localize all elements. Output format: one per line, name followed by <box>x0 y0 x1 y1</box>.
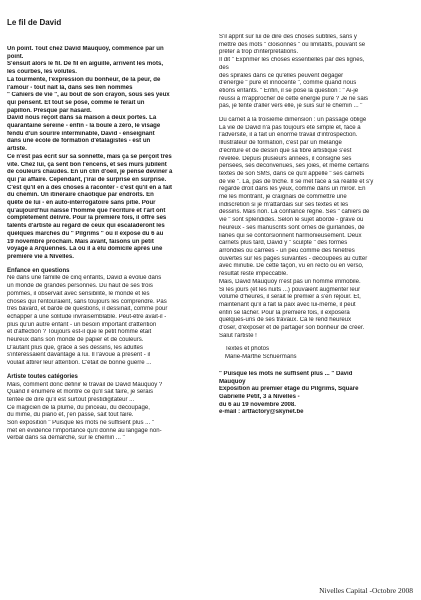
text-line: du mime, du piano et, j'en passe, sait tout faire. <box>7 412 134 419</box>
text-line: point. <box>7 53 24 60</box>
article-title: Le fil de David <box>7 18 62 27</box>
text-line: dans une école de formation d'étalagistes - est un <box>7 138 151 145</box>
text-line: dessins. Mais non. La confiance règne. Ses " cahiers de <box>219 209 370 216</box>
text-line: l'adversité, il a fait un énorme travail d'introspection. <box>219 132 358 139</box>
text-line: carnets plus tard, David y " sculpte " des formes <box>219 240 348 247</box>
text-line: plus qu'un autre enfant - un besoin important d'attention <box>7 321 157 328</box>
text-line: mettre des mots " cloisonnés " ou limitatifs, pouvant se <box>219 41 366 48</box>
text-line: maintenant qu'il a fait la paix avec lui-même, il peut <box>219 301 356 308</box>
text-line: Exposition au premier étage du Pilgrims, Square <box>219 386 359 393</box>
text-line: avec minutie. De cette façon, vu en recto ou en verso, <box>219 263 364 270</box>
text-line: Mais, comment donc définir le travail de David Mauquoy ? <box>7 381 163 388</box>
text-line: fendu d'un sourire interminable, David - enseignant <box>7 130 155 137</box>
credits-author: Marie-Marthe Schuermans <box>225 354 297 361</box>
text-line: quelques marches du " Pilgrims " où il expose du 6 au <box>7 230 164 237</box>
text-line: des <box>219 64 229 71</box>
text-line: Salut l'artiste ! <box>219 332 257 339</box>
text-line: vite. Chez lui, ça sent bon l'encens, et ses murs jubilent <box>7 161 167 168</box>
text-line: Ce n'est pas écrit sur sa sonnette, mais ça se perçoit très <box>7 153 172 160</box>
text-line: Mais, David Mauquoy n'est pas un homme immobile. <box>219 278 361 285</box>
text-line: première vie à Nivelles. <box>7 253 74 260</box>
text-line: révélée. Depuis plusieurs années, il consigne ses <box>219 155 352 162</box>
text-line: des spirales dans ce qu'elles peuvent dégager <box>219 72 344 79</box>
text-line: D'autant plus que, grâce à ses dessins, les adultes <box>7 344 143 351</box>
page-footer: Nivelles Capital -Octobre 2008 <box>319 586 413 595</box>
text-line: complètement délivré. Pour la première fois, il offre ses <box>7 215 167 222</box>
text-line: textes de son SMS, dans ce qu'il appelle " ses carnets <box>219 170 365 177</box>
section-heading-artiste: Artiste toutes catégories <box>7 373 78 380</box>
text-line: échapper à une solitude invraisemblable. Peut-être avait-il - <box>7 313 167 320</box>
credits <box>225 346 417 361</box>
text-line: " Cahiers de vie ", au bout de son crayon, sous ses yeux <box>7 92 170 99</box>
section-heading-enfance: Enfance en questions <box>7 267 70 274</box>
text-line: quelques-uns de ses travaux. Ca le rend heureux <box>219 317 352 324</box>
text-line: met en évidence l'importance qu'il donne au langage non- <box>7 427 162 434</box>
text-line: Du carnet à la troisième dimension : un passage obligé <box>219 117 367 124</box>
text-line: heureux - ses manuscrits sont ornés de guirlandes, de <box>219 224 365 231</box>
right-column <box>219 34 417 423</box>
text-line: heureux dans son monde de papier et de couleurs. <box>7 337 144 344</box>
text-line: du 6 au 19 novembre 2008. <box>219 401 296 408</box>
text-line: du chemin. Un itinéraire chaotique par endroits. En <box>7 192 154 199</box>
text-line: pas, je tente d'aller vers elle, je suis sur le chemin ... " <box>219 103 363 110</box>
carnet-paragraph <box>219 117 417 340</box>
artiste-paragraph <box>7 382 207 444</box>
text-line: Quand il énumère et montre ce qu'il sait faire, je serais <box>7 389 154 396</box>
text-line: réussi à m'approcher de cette énergie pure ? Je ne sais <box>219 95 369 102</box>
text-line: étions enfants. " Enfin, il se pose la question : " Ai-je <box>219 87 359 94</box>
text-line: quête de lui - en auto-interrogatoire sans pitié. Pour <box>7 200 156 207</box>
intro-paragraph <box>7 46 207 262</box>
text-line: La tourmente, l'expression du bonheur, de la peur, de <box>7 76 161 83</box>
contact-email: e-mail : artfactory@skynet.be <box>219 409 304 416</box>
left-column <box>7 46 207 443</box>
text-line: qui pensent. Et tout se pose, comme le ferait un <box>7 99 145 106</box>
text-line: de couleurs chaudes. En un clin d'oeil, je pense deviner à <box>7 169 173 176</box>
text-line: Il dit " Exprimer les choses essentielles par des lignes, <box>219 57 365 64</box>
text-line: d'écriture et de dessin que sa fibre artistique s'est <box>219 147 352 154</box>
exhibition-info <box>219 371 417 417</box>
text-line: volume d'heures, il serait le premier à s'en réjouir. Et, <box>219 294 361 301</box>
text-line: indiscrétion si je m'attardais sur ses textes et les <box>219 201 349 208</box>
text-line: C'est qu'il en a des choses à raconter - c'est qu'il en a fait <box>7 184 173 191</box>
text-line: Illustrateur de formation, c'est par un mélange <box>219 140 342 147</box>
text-line: tentée de dire qu'il est surtout prestidigitateur ... <box>7 396 135 403</box>
text-line: Si les jours (et les nuits ...) pouvaient augmenter leur <box>219 286 361 293</box>
text-line: Un point. Tout chez David Mauquoy, commence par un <box>7 46 164 52</box>
text-line: artiste. <box>7 146 27 153</box>
text-line: les courbes, les volutes. <box>7 69 77 76</box>
text-line: vie " sont splendides. Selon le sujet abordé - grave ou <box>219 217 364 224</box>
text-line: choses qui l'entouraient, sans toujours les comprendre. Pas <box>7 298 167 305</box>
text-line: La vie de David n'a pas toujours été simple et, face à <box>219 124 361 131</box>
text-line: Gabrielle Petit, 3 à Nivelles - <box>219 393 300 400</box>
text-line: quarantaine sereine - enfin - la boule à zéro, le visage <box>7 123 161 130</box>
text-line: ouvertes sur les pages suivantes - découpées au cutter <box>219 255 368 262</box>
text-line: lianes qui se contorsionnent harmonieusement. Deux <box>219 232 362 239</box>
text-line: qui j'ai affaire. Cependant, j'irai de surprise en surprise. <box>7 176 167 183</box>
enfance-paragraph <box>7 275 207 367</box>
text-line: S'ensuit alors le fil. De fil en aiguille, arrivent les mots, <box>7 61 164 68</box>
text-line: voulait attirer leur attention. C'était de bonne guerre ... <box>7 360 152 367</box>
text-line: talents d'artiste au regard de ceux qui escaladeront les <box>7 223 165 230</box>
text-line: voyage à Arquennes. Là où il a élu domicile après une <box>7 246 163 253</box>
text-line: Mauquoy <box>219 378 246 385</box>
text-line: me les montrant, je craignais de commettre une <box>219 194 347 201</box>
text-line: Né dans une famille de cinq enfants, David a évolué dans <box>7 275 162 282</box>
text-line: et d'affection ? Toujours est-il que le petit homme était <box>7 329 152 336</box>
text-line: S'il apprit sur lui de dire des choses subtiles, sans y <box>219 34 357 40</box>
text-line: papillon. Presque par hasard. <box>7 107 92 114</box>
text-line: pensées, ses déconvenues, ses joies, et même certains <box>219 163 369 170</box>
text-line: pommes, il observait avec sensibilité, le monde et les <box>7 290 150 297</box>
text-line: 19 novembre prochain. Mais avant, faisons un petit <box>7 238 154 245</box>
text-line: Son exposition " Puisque les mots ne suffisent plus ... " <box>7 420 155 427</box>
text-line: très bavard, et bardé de questions, il dessinait, comme pour <box>7 306 168 313</box>
text-line: s'intéressaient davantage à lui. Il l'avoue à présent - il <box>7 352 151 359</box>
language-paragraph <box>219 34 417 111</box>
text-line: de vie ". Là, pas de triche. Il se met face à sa réalité et s'y <box>219 178 374 185</box>
text-line: Ce magicien de la plume, du pinceau, du découpage, <box>7 404 150 411</box>
text-line: d'oser, d'exposer et de partager son bonheur de créer. <box>219 325 365 332</box>
text-line: enfin se lâcher. Pour la première fois, il exposera <box>219 309 350 316</box>
credits-label: Textes et photos <box>225 346 270 353</box>
text-line: d'énergie " pure et innocente ", comme quand nous <box>219 80 357 87</box>
text-line: verbal dans sa démarche, sur le chemin ... " <box>7 435 125 442</box>
text-line: l'amour - tout nait là, dans ses lien nommés <box>7 84 133 91</box>
text-line: un monde de grandes personnes. Du haut de ses trois <box>7 283 153 290</box>
text-line: arrondies ou carrées - un peu comme des fenêtres <box>219 247 355 254</box>
text-line: résultat reste impeccable. <box>219 271 288 278</box>
text-line: qu'aujourd'hui naisse l'homme que l'écriture et l'art ont <box>7 207 166 214</box>
text-line: David nous reçoit dans sa maison à deux portes. La <box>7 115 157 122</box>
text-line: " Puisque les mots ne suffisent plus ... " David <box>219 370 353 377</box>
text-line: prêter à trop d'interprétations. <box>219 49 299 56</box>
text-line: regarde droit dans les yeux, comme dans un miroir. En <box>219 186 366 193</box>
